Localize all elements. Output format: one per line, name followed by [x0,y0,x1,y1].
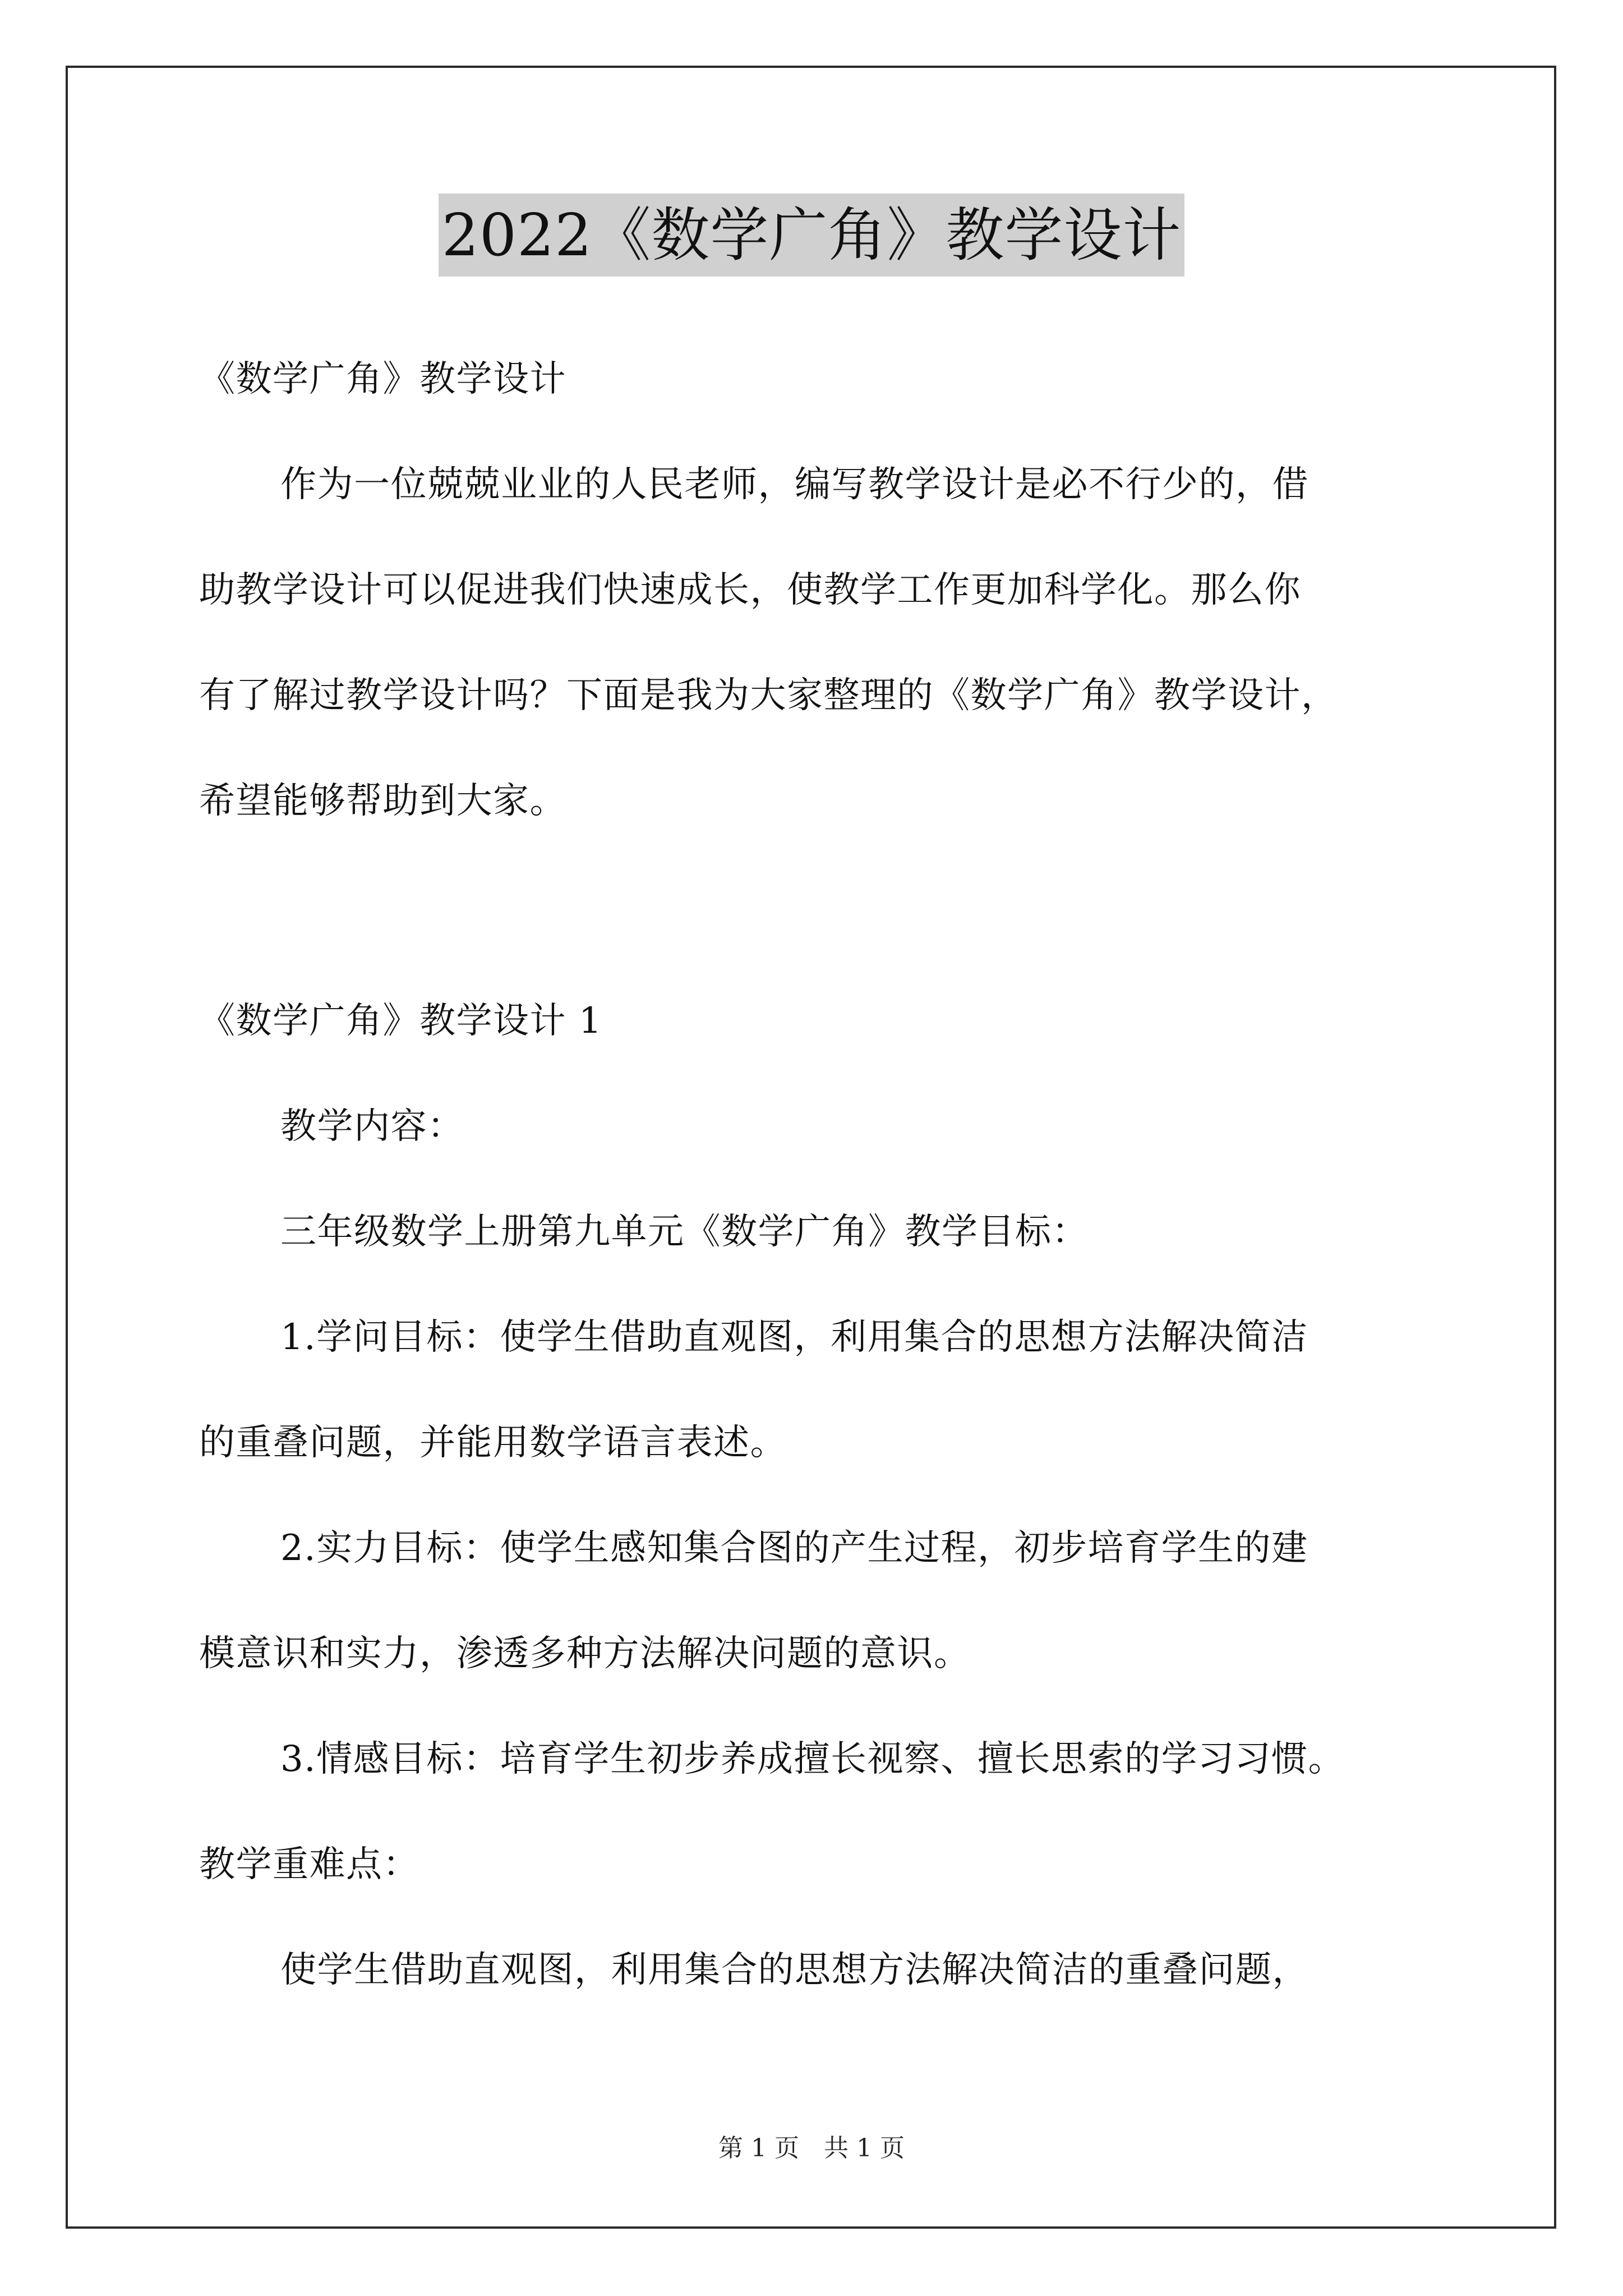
key-difficulties-label: 教学重难点： [199,1844,419,1885]
section-heading: 《数学广角》教学设计 [199,358,566,400]
teaching-content-text: 三年级数学上册第九单元《数学广角》教学目标： [280,1211,1089,1253]
intro-line-4: 希望能够帮助到大家。 [199,780,566,822]
document-title: 2022《数学广角》教学设计 [439,194,1185,277]
key-difficulties-text: 使学生借助直观图，利用集合的思想方法解决简洁的重叠问题， [280,1949,1309,1991]
goal-1-line-1: 1.学问目标：使学生借助直观图，利用集合的思想方法解决简洁 [280,1317,1308,1358]
goal-3-line: 3.情感目标：培育学生初步养成擅长视察、擅长思索的学习习惯。 [280,1738,1345,1780]
intro-line-1: 作为一位兢兢业业的人民老师，编写教学设计是必不行少的，借 [280,464,1309,505]
goal-2-line-2: 模意识和实力，渗透多种方法解决问题的意识。 [199,1633,971,1674]
title-container [0,194,1623,277]
intro-line-3: 有了解过教学设计吗？下面是我为大家整理的《数学广角》教学设计， [199,675,1338,716]
intro-line-2: 助教学设计可以促进我们快速成长，使教学工作更加科学化。那么你 [199,569,1301,611]
goal-1-line-2: 的重叠问题，并能用数学语言表述。 [199,1422,787,1464]
teaching-content-label: 教学内容： [280,1106,464,1147]
page-footer: 第 1 页 共 1 页 [718,2134,905,2162]
design-1-heading: 《数学广角》教学设计 1 [199,1000,603,1042]
goal-2-line-1: 2.实力目标：使学生感知集合图的产生过程，初步培育学生的建 [280,1527,1308,1569]
